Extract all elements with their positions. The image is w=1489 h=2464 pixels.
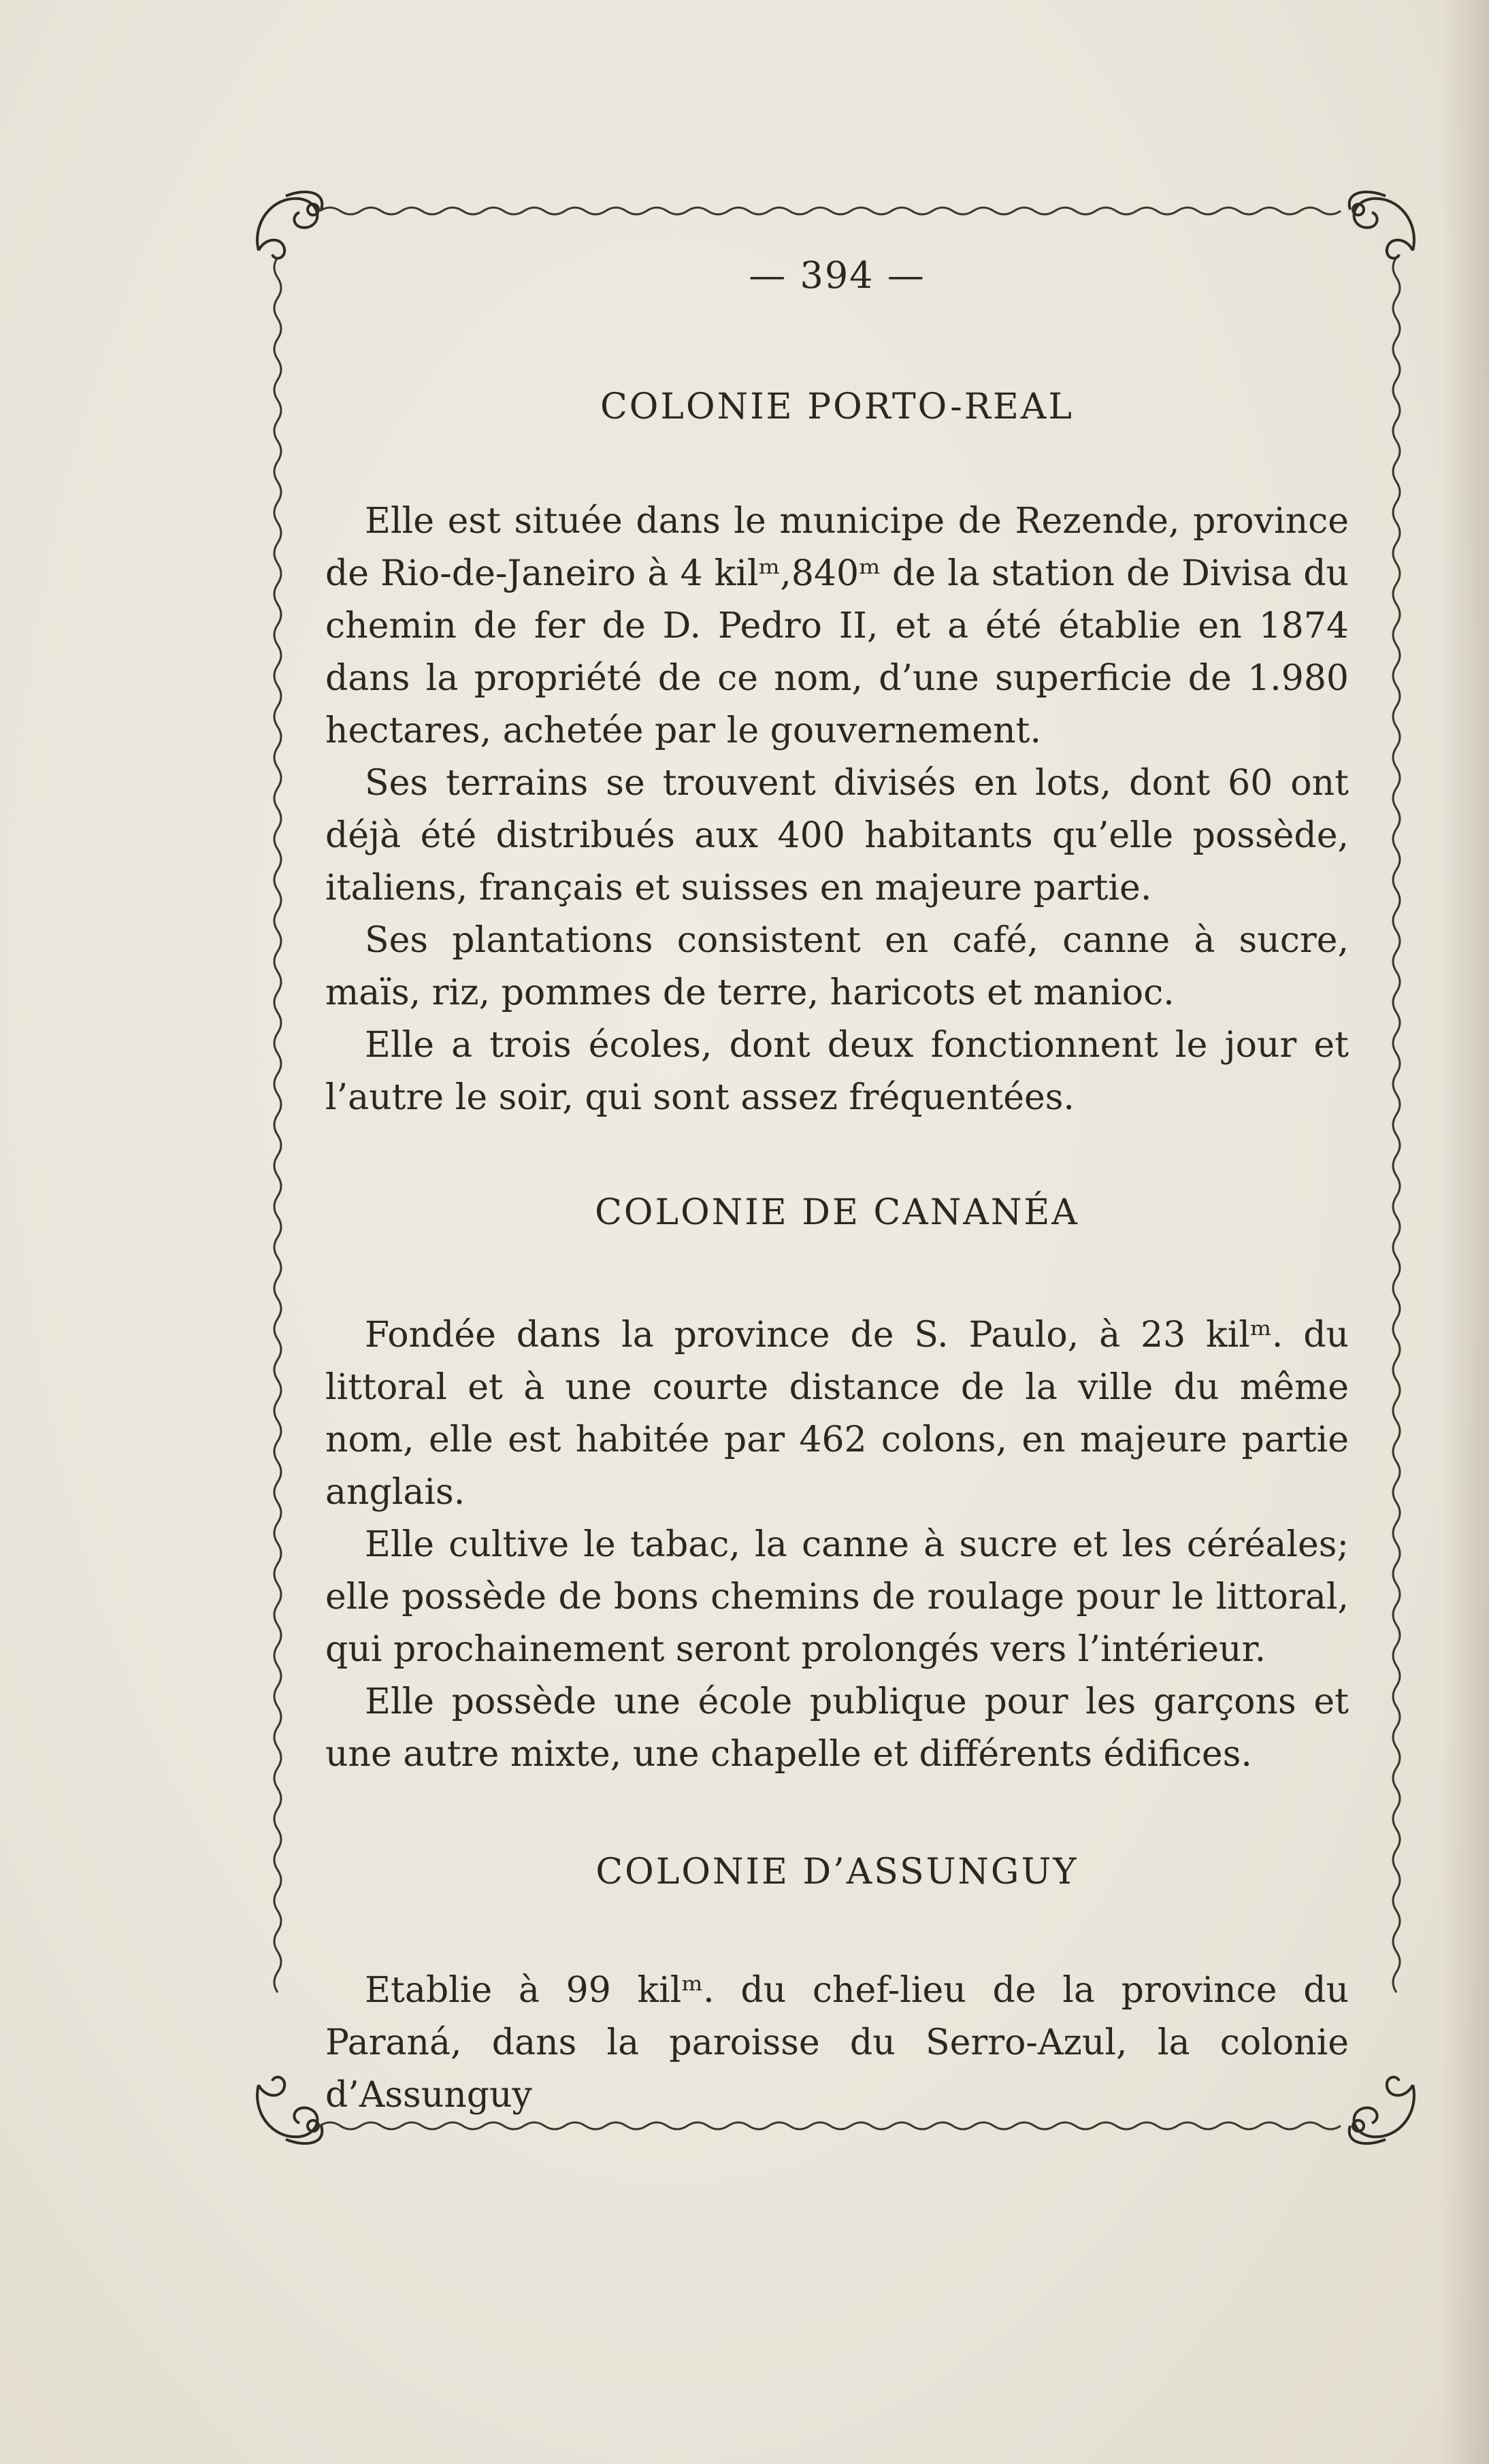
paragraph: Elle possède une école publique pour les garçons et une autre mixte, une chapelle et différents édifices. (325, 1681, 1349, 1775)
paragraph: Ses plantations consistent en café, canne à sucre, maïs, riz, pommes de terre, haricots et manioc. (325, 920, 1349, 1013)
border-top-rule (320, 208, 1341, 214)
border-bottom-rule (320, 2122, 1341, 2129)
section-title-assunguy: COLONIE D’ASSUNGUY (595, 1852, 1079, 1892)
paragraph: Fondée dans la province de S. Paulo, à 23 kilᵐ. du littoral et à une courte distance de la ville du même nom, elle est habitée par 462 colons, en majeure partie anglais. (325, 1315, 1349, 1513)
paragraph: Elle a trois écoles, dont deux fonctionnent le jour et l’autre le soir, qui sont assez fréquentées. (325, 1025, 1349, 1118)
binding-shadow (1441, 0, 1489, 2464)
paragraph: Elle cultive le tabac, la canne à sucre et les céréales; elle possède de bons chemins de roulage pour le littoral, qui prochainement seront prolongés vers l’intérieur. (325, 1524, 1349, 1670)
section-body-assunguy (325, 1965, 1349, 2122)
page-number: — 394 — (749, 254, 926, 297)
section-title-porto-real: COLONIE PORTO-REAL (600, 387, 1074, 427)
corner-ornament-top-left (257, 192, 322, 258)
page-content (325, 252, 1349, 2122)
border-right-rule (1393, 257, 1400, 1992)
corner-ornament-bottom-left (257, 2077, 322, 2143)
section-title-cananea: COLONIE DE CANANÉA (595, 1192, 1079, 1233)
section-body-porto-real (325, 495, 1349, 1124)
corner-ornament-bottom-right (1349, 2077, 1414, 2143)
paragraph: Etablie à 99 kilᵐ. du chef-lieu de la province du Paraná, dans la paroisse du Serro-Azul, la colonie d’Assunguy (325, 1970, 1349, 2116)
paragraph: Ses terrains se trouvent divisés en lots, dont 60 ont déjà été distribués aux 400 habitants qu’elle possède, italiens, français et suisses en majeure partie. (325, 763, 1349, 908)
section-body-cananea (325, 1309, 1349, 1781)
border-left-rule (274, 257, 281, 1992)
paragraph: Elle est située dans le municipe de Rezende, province de Rio-de-Janeiro à 4 kilᵐ,840ᵐ de la station de Divisa du chemin de fer de D. Pedro II, et a été établie en 1874 dans la propriété de ce nom, d’une superficie de 1.980 hectares, achetée par le gouvernement. (325, 501, 1349, 751)
corner-ornament-top-right (1349, 192, 1414, 258)
